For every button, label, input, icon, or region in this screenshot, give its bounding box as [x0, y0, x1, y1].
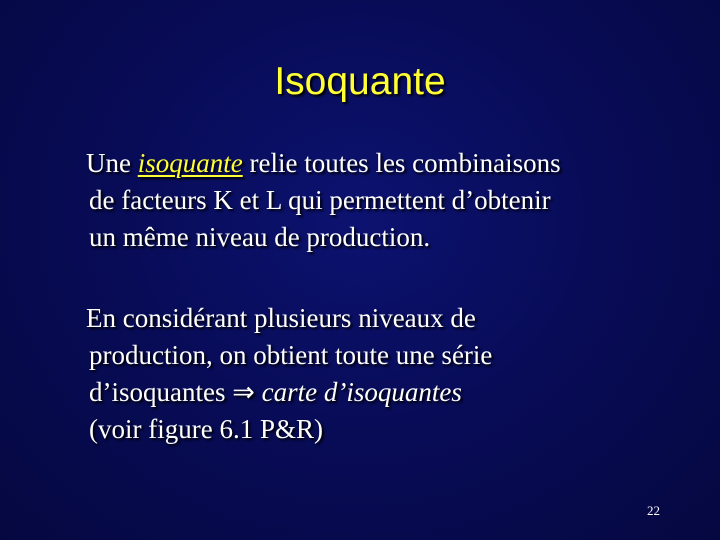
map-paragraph	[86, 300, 686, 448]
map-line-3-start: d’isoquantes	[89, 377, 233, 407]
definition-line-1	[86, 145, 686, 182]
implies-arrow-icon: ⇒	[232, 377, 255, 407]
definition-line-1-rest: relie toutes les combinaisons	[242, 148, 561, 178]
map-line-1: En considérant plusieurs niveaux de	[86, 303, 476, 333]
map-line-2: production, on obtient toute une série	[89, 340, 493, 370]
definition-paragraph	[86, 145, 686, 256]
carte-isoquantes-term: carte d’isoquantes	[254, 377, 462, 407]
page-number: 22	[647, 503, 660, 518]
map-line-4: (voir figure 6.1 P&R)	[89, 414, 323, 444]
map-line-3	[86, 374, 686, 411]
isoquante-term: isoquante	[137, 148, 243, 178]
slide-title: Isoquante	[274, 60, 446, 103]
definition-intro: Une	[86, 148, 138, 178]
definition-line-2: de facteurs K et L qui permettent d’obtenir	[89, 185, 551, 215]
definition-line-3: un même niveau de production.	[89, 222, 431, 252]
